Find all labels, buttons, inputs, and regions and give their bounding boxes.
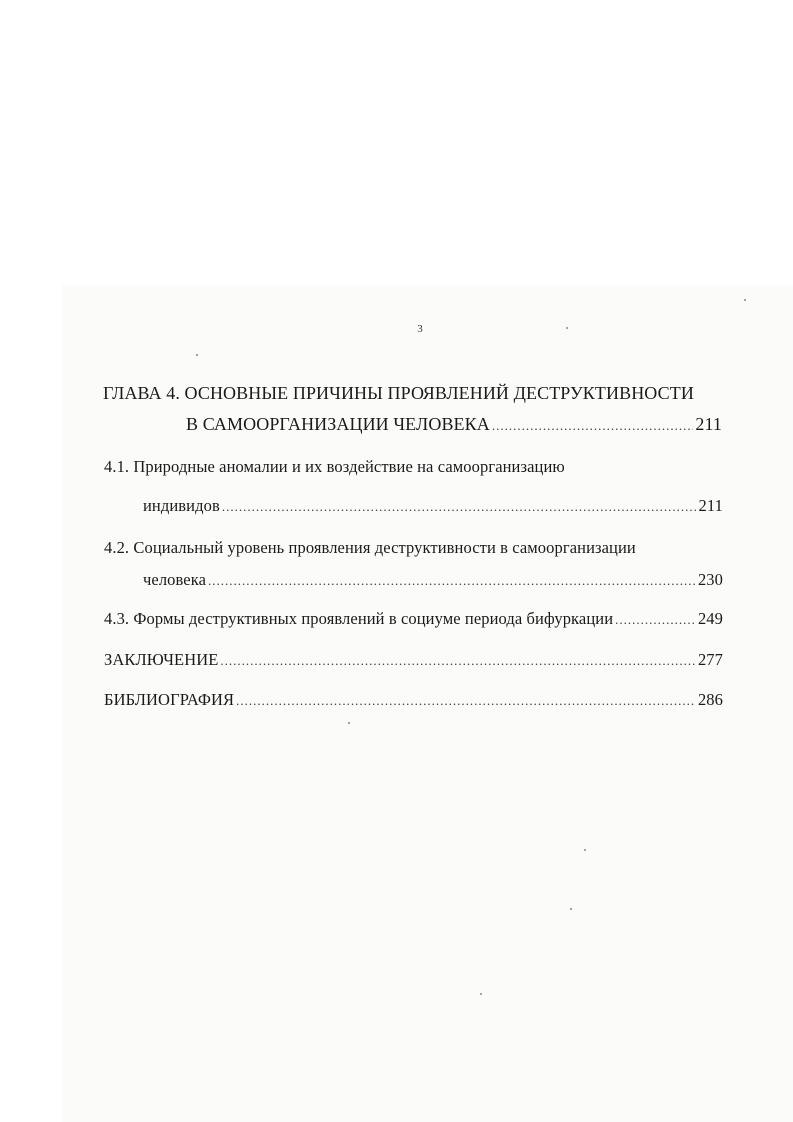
chapter-title-line1: ГЛАВА 4. ОСНОВНЫЕ ПРИЧИНЫ ПРОЯВЛЕНИЙ ДЕСТРУКТИВНОСТИ bbox=[103, 383, 694, 403]
dot-leader bbox=[220, 650, 696, 670]
chapter-title-line2: В САМООРГАНИЗАЦИИ ЧЕЛОВЕКА bbox=[186, 414, 490, 434]
section-4-1-page: 211 bbox=[698, 496, 723, 515]
scan-speck bbox=[196, 354, 198, 356]
section-4-1-line1: 4.1. Природные аномалии и их воздействие на самоорганизацию bbox=[104, 457, 565, 476]
conclusion-page: 277 bbox=[697, 650, 723, 669]
conclusion-label: ЗАКЛЮЧЕНИЕ bbox=[104, 650, 219, 669]
dot-leader bbox=[492, 414, 694, 435]
dot-leader bbox=[615, 609, 696, 629]
toc-entry-section-4-3[interactable] bbox=[104, 609, 723, 629]
dot-leader bbox=[236, 690, 696, 710]
toc-entry-conclusion[interactable] bbox=[104, 650, 723, 670]
dot-leader bbox=[222, 496, 697, 516]
page-number: 3 bbox=[417, 323, 423, 335]
chapter-page-number: 211 bbox=[695, 414, 722, 434]
dot-leader bbox=[208, 570, 696, 590]
scan-speck bbox=[566, 327, 568, 329]
bibliography-label: БИБЛИОГРАФИЯ bbox=[104, 690, 235, 709]
section-4-3-page: 249 bbox=[697, 609, 723, 628]
section-4-1-line2: индивидов bbox=[143, 496, 220, 515]
toc-entry-section-4-2[interactable] bbox=[143, 570, 723, 590]
section-4-2-line1: 4.2. Социальный уровень проявления деструктивности в самоорганизации bbox=[104, 538, 636, 557]
scan-speck bbox=[744, 299, 746, 301]
section-4-2-page: 230 bbox=[697, 570, 723, 589]
scan-speck bbox=[570, 908, 572, 910]
toc-entry-section-4-1[interactable] bbox=[143, 496, 723, 516]
scan-speck bbox=[584, 849, 586, 851]
section-4-3-title: 4.3. Формы деструктивных проявлений в социуме периода бифуркации bbox=[104, 609, 614, 628]
section-4-2-line2: человека bbox=[143, 570, 207, 589]
toc-entry-bibliography[interactable] bbox=[104, 690, 723, 710]
scan-speck bbox=[480, 993, 482, 995]
scan-speck bbox=[348, 722, 350, 724]
bibliography-page: 286 bbox=[697, 690, 723, 709]
toc-entry-chapter-4[interactable] bbox=[186, 414, 722, 435]
